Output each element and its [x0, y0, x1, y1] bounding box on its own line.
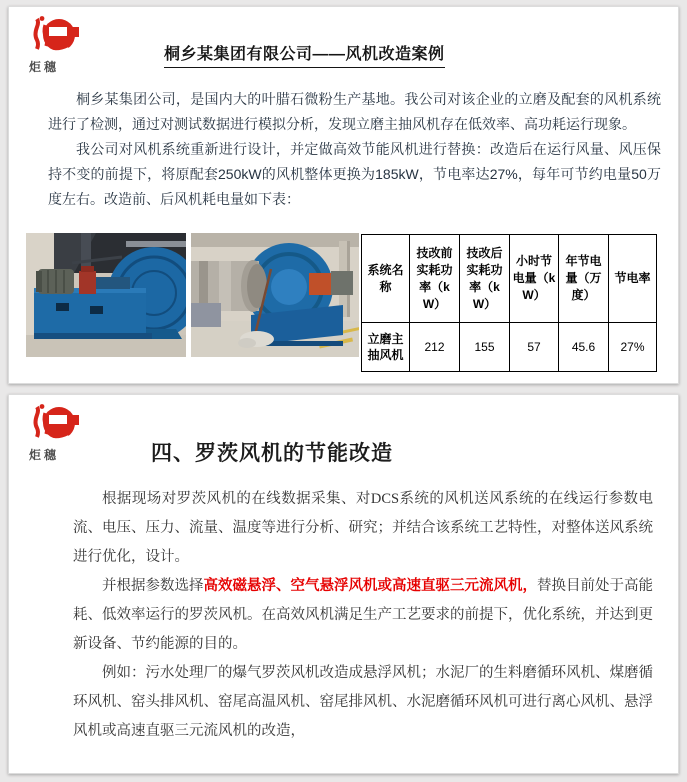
table-header-row: [362, 235, 657, 323]
col-header: 技改后实耗功率（kW）: [460, 235, 510, 323]
intro-paragraphs: [48, 87, 661, 212]
col-header: 系统名称: [362, 235, 410, 323]
col-header: 技改前实耗功率（kW）: [410, 235, 460, 323]
cell-hourly-saving: 57: [510, 323, 559, 372]
brand-logo: [29, 403, 85, 463]
cell-annual-saving: 45.6: [559, 323, 609, 372]
highlighted-fan-types: 高效磁悬浮、空气悬浮风机或高速直驱三元流风机，: [203, 578, 537, 594]
section-paragraphs: [73, 485, 653, 746]
fan-photo-after: [191, 233, 359, 357]
page-2: [8, 394, 679, 774]
flame-logo-icon: [29, 15, 79, 57]
brand-logo: [29, 15, 85, 75]
paragraph: 例如：污水处理厂的爆气罗茨风机改造成悬浮风机；水泥厂的生料磨循环风机、煤磨循环风机、窑头排风机、窑尾高温风机、窑尾排风机、水泥磨循环风机可进行离心风机、悬浮风机或高速直驱三元流风机的改造，: [73, 665, 653, 739]
section-heading: 四、罗茨风机的节能改造: [151, 441, 393, 465]
brand-name: 炬穗: [29, 60, 60, 74]
paragraph-text: 并根据参数选择: [102, 578, 204, 594]
page-1: [8, 6, 679, 384]
paragraph: [73, 572, 653, 659]
cell-power-before: 212: [410, 323, 460, 372]
cell-system-name: 立磨主抽风机: [362, 323, 410, 372]
table-row: [362, 323, 657, 372]
paragraph: 根据现场对罗茨风机的在线数据采集、对DCS系统的风机送风系统的在线运行参数电流、电压、压力、流量、温度等进行分析、研究；并结合该系统工艺特性，对整体送风系统进行优化，设计。: [73, 491, 653, 565]
cell-power-after: 155: [460, 323, 510, 372]
page-title: 桐乡某集团有限公司——风机改造案例: [164, 41, 445, 68]
col-header: 小时节电量（kW）: [510, 235, 559, 323]
fan-photo-before: [26, 233, 186, 357]
brand-name: 炬穗: [29, 448, 60, 462]
cell-saving-rate: 27%: [609, 323, 657, 372]
col-header: 年节电量（万度）: [559, 235, 609, 323]
energy-saving-table: [361, 234, 657, 372]
paragraph: 桐乡某集团公司，是国内大的叶腊石微粉生产基地。我公司对该企业的立磨及配套的风机系统进行了检测，通过对测试数据进行模拟分析，发现立磨主抽风机存在低效率、高功耗运行现象。: [48, 91, 661, 132]
paragraph-text: 替换目前处于高能耗、低效率运行的罗茨风机。在高效风机满足生产工艺要求的前提下，优化系统，并达到更新设备、节约能源的目的。: [73, 578, 653, 652]
paragraph: 我公司对风机系统重新进行设计，并定做高效节能风机进行替换：改造后在运行风量、风压保持不变的前提下，将原配套250kW的风机整体更换为185kW，节电率达27%，每年可节约电量50万度左右。改造前、后风机耗电量如下表：: [48, 141, 661, 207]
col-header: 节电率: [609, 235, 657, 323]
flame-logo-icon: [29, 403, 79, 445]
